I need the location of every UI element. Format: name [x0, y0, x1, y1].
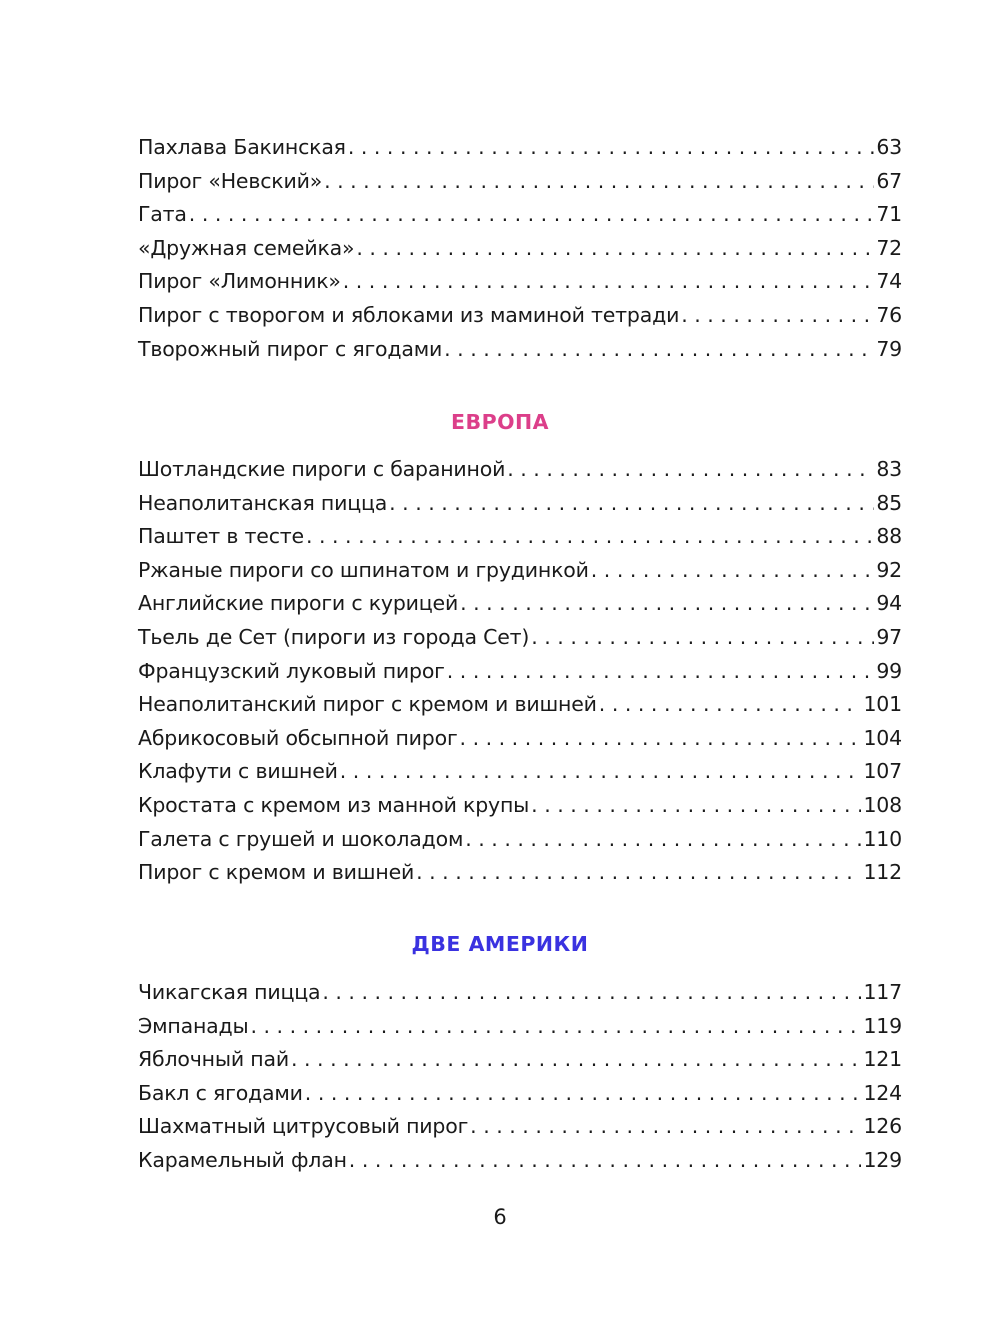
toc-entry-title: «Дружная семейка»: [138, 235, 355, 260]
toc-entry[interactable]: [138, 131, 902, 165]
toc-dot-leader: [322, 976, 861, 1010]
toc-dot-leader: [356, 232, 874, 266]
toc-dot-leader: [591, 554, 875, 588]
toc-entry-title: Тьель де Сет (пироги из города Сет): [138, 624, 530, 649]
toc-dot-leader: [324, 165, 874, 199]
toc-dot-leader: [531, 621, 874, 655]
toc-entry-title: Пирог с кремом и вишней: [138, 860, 415, 885]
toc-entry-title: Клафути с вишней: [138, 759, 338, 784]
toc-entry-title: Чикагская пицца: [138, 980, 321, 1004]
toc-dot-leader: [465, 823, 861, 857]
toc-section-europe: [138, 453, 902, 890]
toc-entry[interactable]: [138, 587, 902, 621]
toc-entry[interactable]: [138, 1043, 902, 1077]
toc-entry-page: 79: [876, 336, 902, 361]
toc-entry[interactable]: [138, 755, 902, 789]
page-number: 6: [493, 1205, 507, 1229]
toc-dot-leader: [447, 655, 875, 689]
toc-entry[interactable]: [138, 1144, 902, 1178]
toc-dot-leader: [531, 789, 861, 823]
toc-entry-title: Бакл с ягодами: [138, 1080, 303, 1105]
toc-entry-page: 126: [863, 1114, 902, 1139]
toc-entry-page: 107: [863, 759, 902, 784]
toc-entry[interactable]: [138, 165, 902, 199]
toc-entry-title: Шахматный цитрусовый пирог: [138, 1114, 469, 1139]
toc-entry[interactable]: [138, 856, 902, 890]
toc-entry[interactable]: [138, 823, 902, 857]
toc-entry-page: 76: [876, 302, 902, 327]
toc-entry-page: 124: [863, 1080, 902, 1105]
toc-entry-title: Творожный пирог с ягодами: [138, 336, 443, 361]
toc-dot-leader: [460, 722, 862, 756]
toc-entry[interactable]: [138, 554, 902, 588]
toc-dot-leader: [340, 755, 862, 789]
toc-entry-title: Галета с грушей и шоколадом: [138, 826, 464, 851]
toc-dot-leader: [305, 1077, 862, 1111]
toc-dot-leader: [681, 299, 874, 333]
toc-dot-leader: [507, 453, 874, 487]
toc-dot-leader: [470, 1110, 861, 1144]
toc-dot-leader: [460, 587, 874, 621]
toc-entry-title: Пахлава Бакинская: [138, 135, 346, 159]
toc-entry[interactable]: [138, 621, 902, 655]
toc-entry-page: 74: [876, 269, 902, 294]
toc-entry-title: Ржаные пироги со шпинатом и грудинкой: [138, 557, 589, 582]
toc-entry-page: 129: [863, 1147, 902, 1172]
toc-entry-page: 92: [876, 557, 902, 582]
toc-entry-title: Неаполитанский пирог с кремом и вишней: [138, 692, 597, 717]
toc-entry-title: Абрикосовый обсыпной пирог: [138, 725, 458, 750]
toc-dot-leader: [599, 688, 862, 722]
toc-entry[interactable]: [138, 265, 902, 299]
toc-entry[interactable]: [138, 1110, 902, 1144]
toc-entry-title: Кростата с кремом из манной крупы: [138, 792, 530, 817]
toc-entry-page: 108: [863, 792, 902, 817]
toc-entry-page: 67: [876, 168, 902, 193]
toc-entry-title: Карамельный флан: [138, 1147, 347, 1172]
toc-dot-leader: [250, 1010, 861, 1044]
toc-dot-leader: [343, 265, 875, 299]
toc-entry-page: 88: [876, 524, 902, 549]
toc-entry[interactable]: [138, 1010, 902, 1044]
toc-entry-page: 85: [876, 490, 902, 515]
toc-dot-leader: [444, 333, 874, 367]
toc-entry[interactable]: [138, 789, 902, 823]
toc-entry-title: Эмпанады: [138, 1013, 249, 1038]
toc-entry-page: 83: [876, 457, 902, 481]
toc-entry[interactable]: [138, 520, 902, 554]
toc-dot-leader: [349, 1144, 862, 1178]
toc-entry-page: 104: [863, 725, 902, 750]
toc-entry-title: Гата: [138, 202, 187, 227]
toc-entry[interactable]: [138, 688, 902, 722]
toc-entry-page: 97: [876, 624, 902, 649]
toc-entry[interactable]: [138, 655, 902, 689]
toc-entry-page: 110: [863, 826, 902, 851]
toc-entry[interactable]: [138, 453, 902, 487]
toc-entry[interactable]: [138, 487, 902, 521]
toc-entry[interactable]: [138, 198, 902, 232]
toc-entry-title: Пирог «Лимонник»: [138, 269, 341, 294]
toc-entry[interactable]: [138, 722, 902, 756]
toc-entry-page: 117: [863, 980, 902, 1004]
toc-entry[interactable]: [138, 976, 902, 1010]
toc-dot-leader: [189, 198, 875, 232]
toc-entry-title: Пирог с творогом и яблоками из маминой тетради: [138, 302, 680, 327]
toc-dot-leader: [389, 487, 874, 521]
toc-entry-page: 71: [876, 202, 902, 227]
toc-entry-page: 99: [876, 658, 902, 683]
toc-entry-page: 94: [876, 591, 902, 616]
toc-entry[interactable]: [138, 299, 902, 333]
toc-section-americas: [138, 976, 902, 1178]
toc-entry-page: 112: [863, 860, 902, 885]
toc-dot-leader: [291, 1043, 862, 1077]
toc-dot-leader: [306, 520, 874, 554]
toc-entry-title: Пирог «Невский»: [138, 168, 323, 193]
toc-dot-leader: [416, 856, 861, 890]
toc-entry-title: Яблочный пай: [138, 1047, 289, 1072]
toc-entry[interactable]: [138, 232, 902, 266]
toc-entry-page: 72: [876, 235, 902, 260]
toc-section-top: [138, 131, 902, 366]
toc-entry-title: Паштет в тесте: [138, 524, 304, 549]
toc-entry-page: 119: [863, 1013, 902, 1038]
section-heading-europe: ЕВРОПА: [450, 410, 550, 434]
toc-entry-title: Английские пироги с курицей: [138, 591, 459, 616]
toc-entry-page: 101: [863, 692, 902, 717]
toc-entry-title: Шотландские пироги с бараниной: [138, 457, 506, 481]
toc-entry[interactable]: [138, 333, 902, 367]
toc-entry-page: 121: [863, 1047, 902, 1072]
toc-entry-title: Французский луковый пирог: [138, 658, 445, 683]
toc-entry[interactable]: [138, 1077, 902, 1111]
toc-entry-title: Неаполитанская пицца: [138, 490, 388, 515]
section-heading-americas: ДВЕ АМЕРИКИ: [411, 932, 589, 956]
toc-dot-leader: [348, 131, 874, 165]
toc-entry-page: 63: [876, 135, 902, 159]
